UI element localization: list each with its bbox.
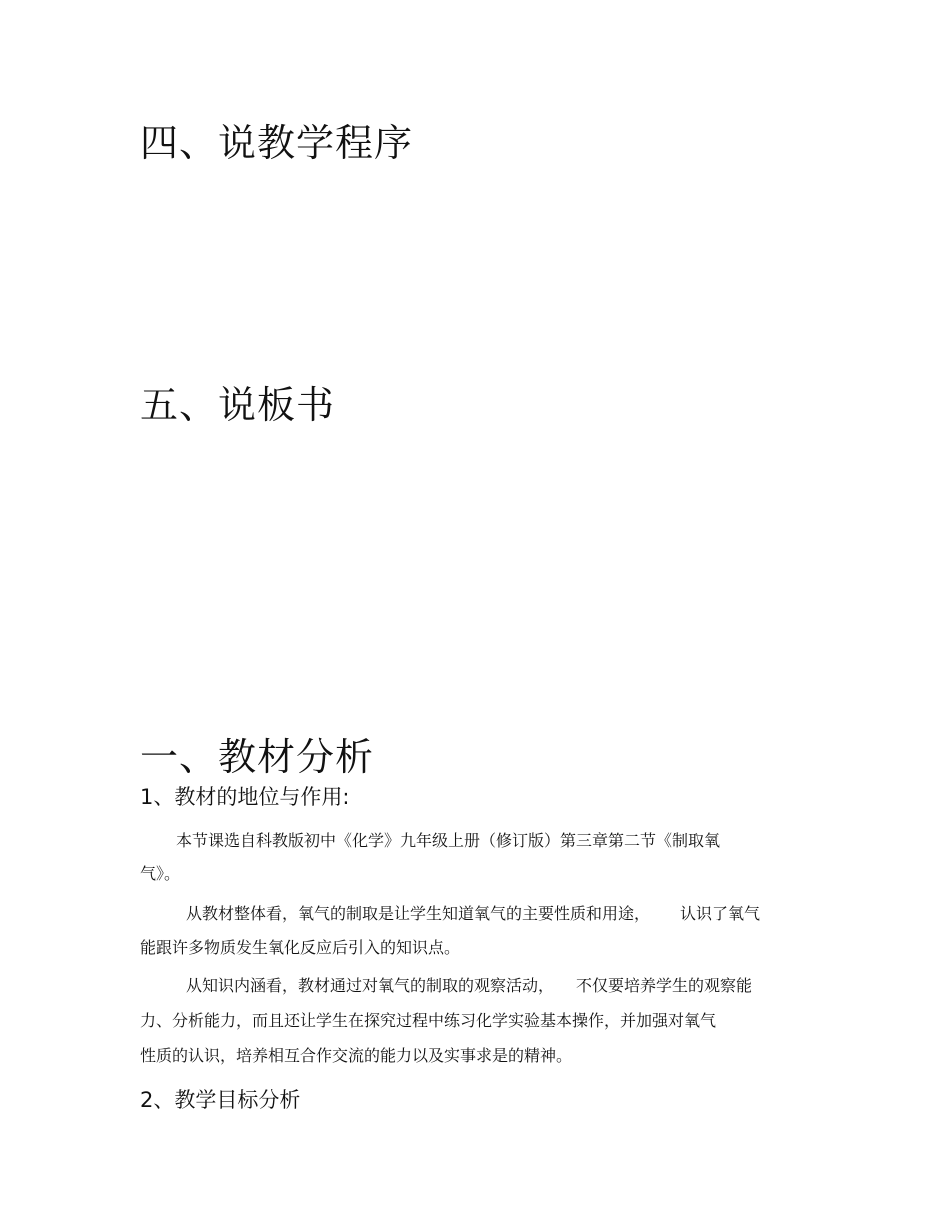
subheading-textbook-role: 1、教材的地位与作用: <box>140 785 350 809</box>
paragraph-1-line-1: 本节课选自科教版初中《化学》九年级上册（修订版）第三章第二节《制取氧 <box>176 831 721 850</box>
paragraph-3-line-1-part-c: 不仅要培养学生的观察能 <box>576 976 753 995</box>
paragraph-3-line-1-part-a: 从知识内涵看， <box>186 976 299 995</box>
paragraph-3-line-2: 力、分析能力，而且还让学生在探究过程中练习化学实验基本操作，并加强对氧气 <box>140 1011 717 1030</box>
paragraph-2-line-1-part-c: 认识了氧气 <box>680 904 761 923</box>
paragraph-2-line-1-part-b: 氧气的制取是让学生知道氧气的主要性质和用途， <box>298 904 651 923</box>
heading-blackboard-design: 五、说板书 <box>140 383 336 427</box>
paragraph-3-line-3: 性质的认识，培养相互合作交流的能力以及实事求是的精神。 <box>140 1046 573 1065</box>
paragraph-3-line-1-part-b: 教材通过对氧气的制取的观察活动， <box>298 976 555 995</box>
heading-textbook-analysis: 一、教材分析 <box>140 735 375 779</box>
paragraph-3-line-1 <box>186 978 752 994</box>
paragraph-2-line-1 <box>186 906 760 922</box>
paragraph-2-line-2: 能跟许多物质发生氧化反应后引入的知识点。 <box>140 938 461 957</box>
heading-teaching-procedure: 四、说教学程序 <box>140 121 414 165</box>
subheading-teaching-objectives: 2、教学目标分析 <box>140 1088 301 1112</box>
paragraph-1-line-2: 气》。 <box>140 864 181 883</box>
paragraph-2-line-1-part-a: 从教材整体看， <box>186 904 299 923</box>
